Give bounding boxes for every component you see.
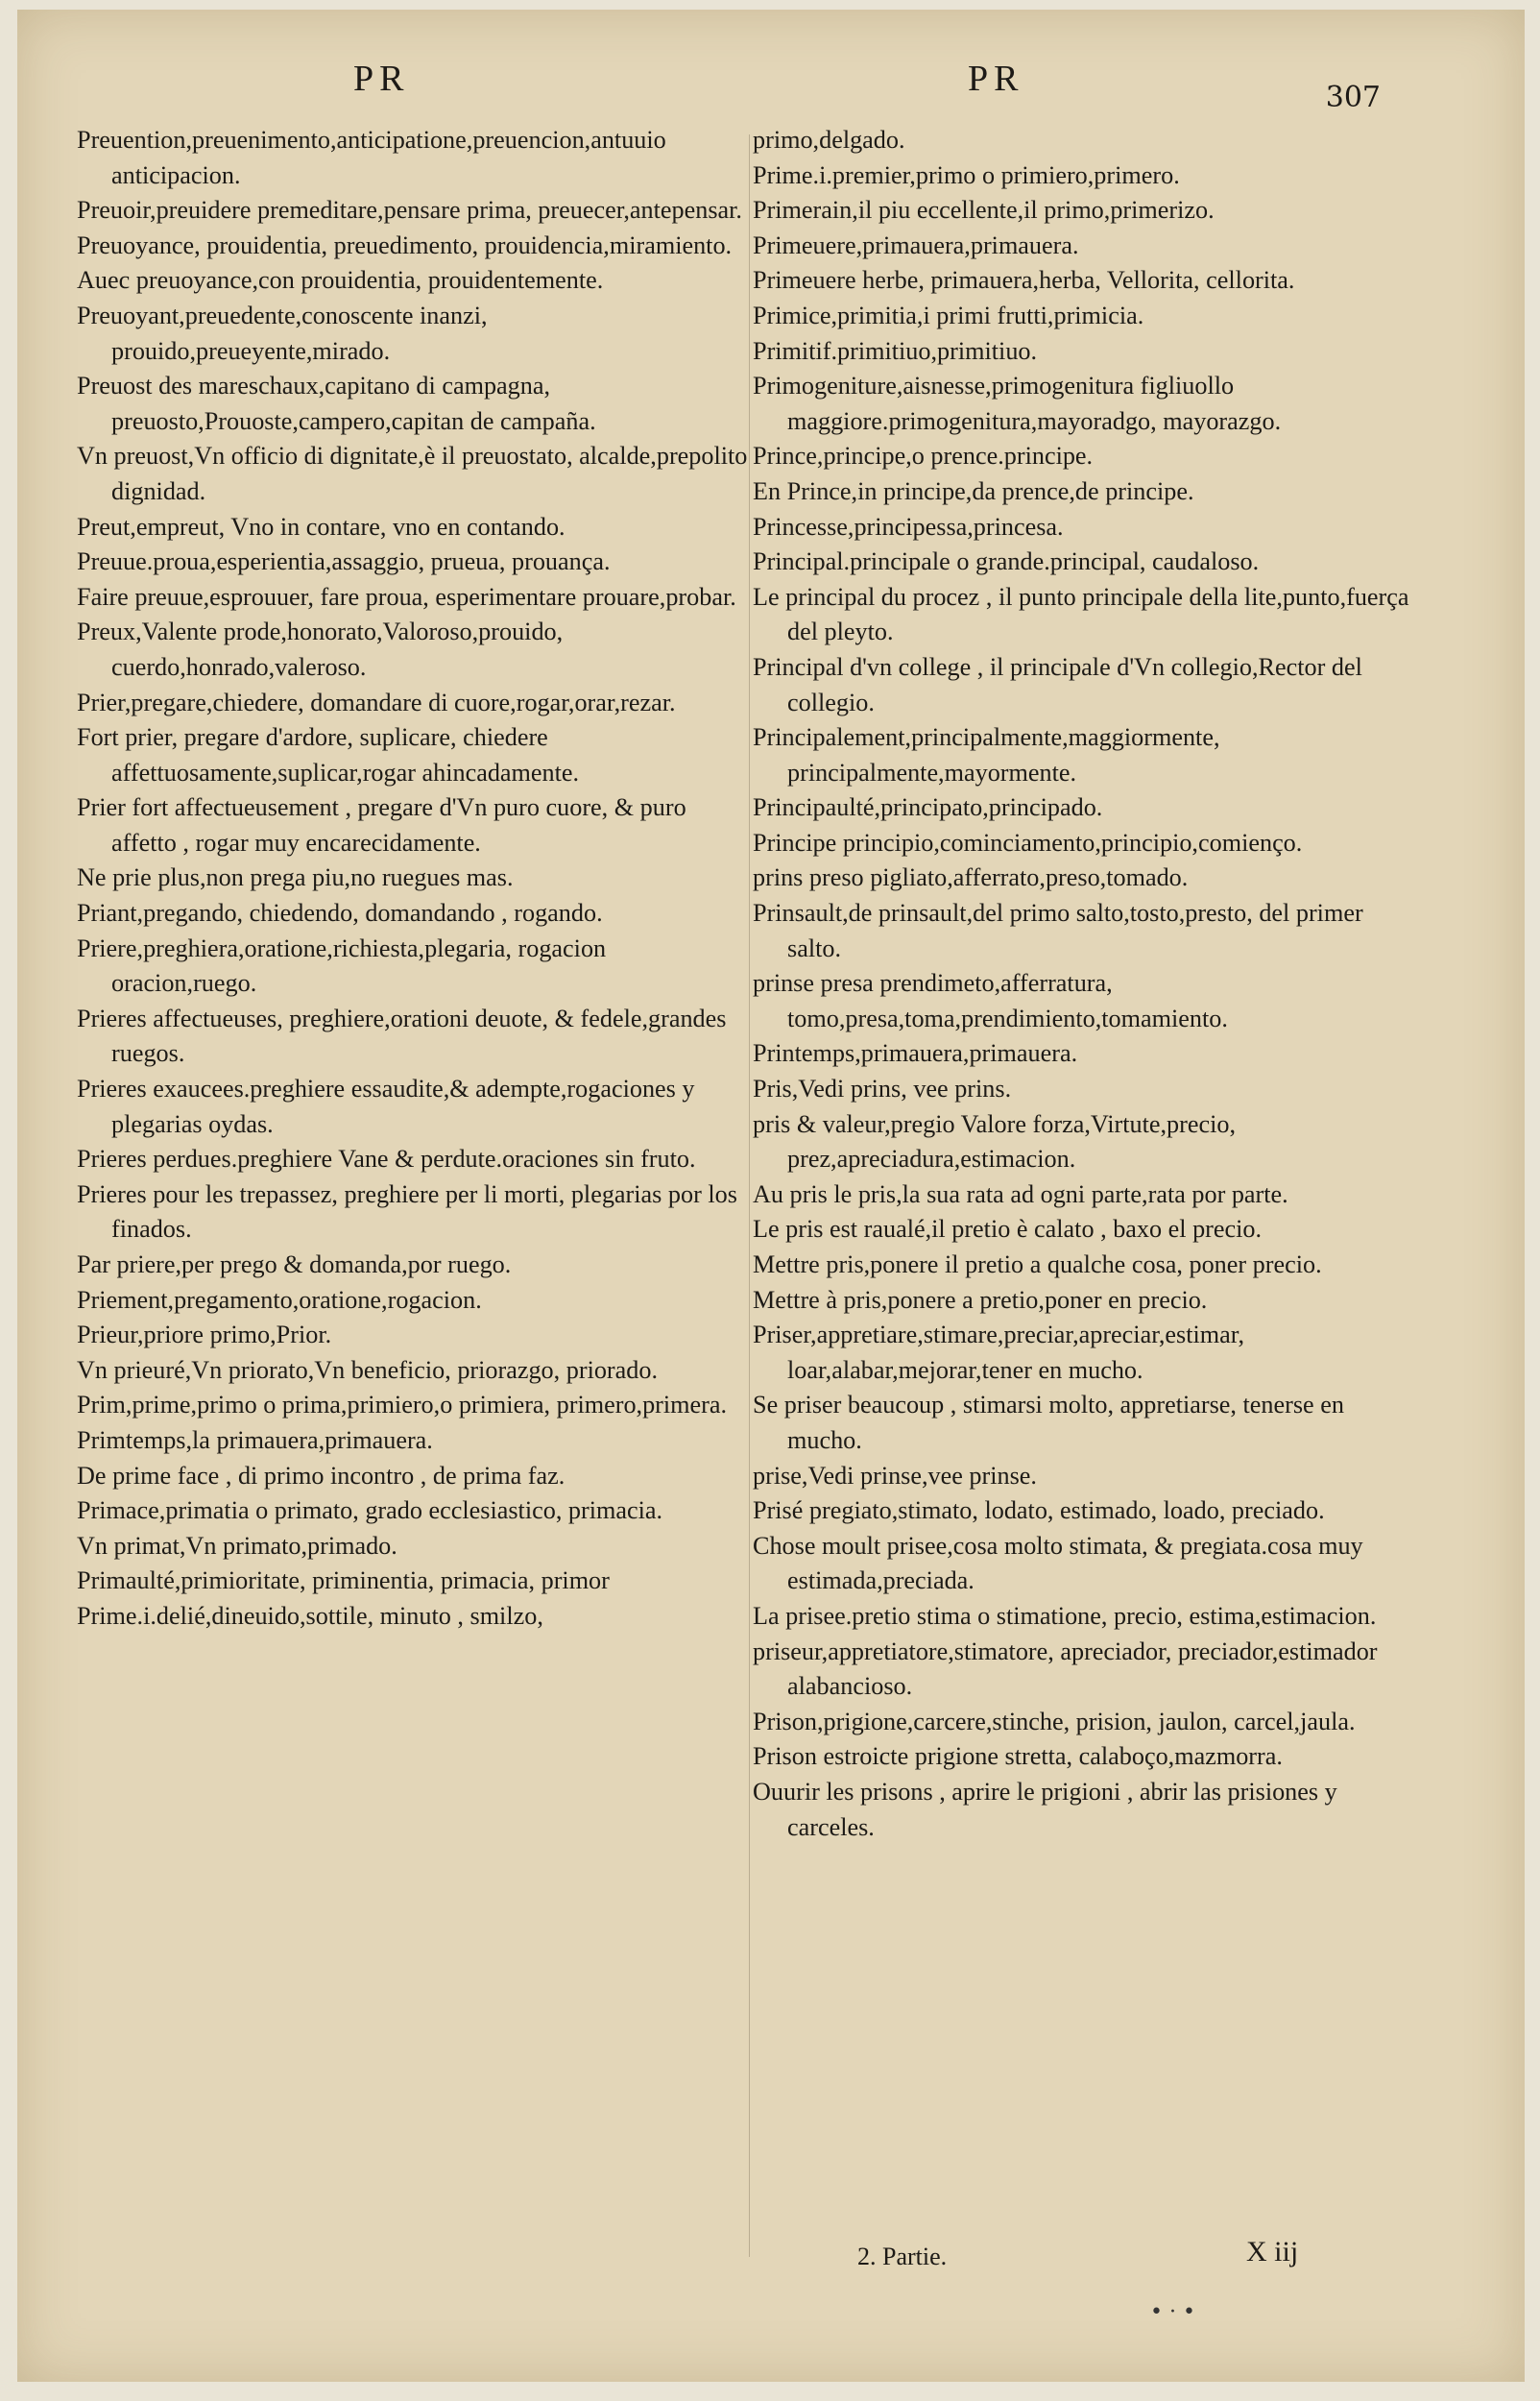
dictionary-entry: Vn preuost,Vn officio di dignitate,è il preuostato, alcalde,prepolito dignidad. [77, 442, 748, 505]
dictionary-entry: Prisé pregiato,stimato, lodato, estimado, loado, preciado. [753, 1496, 1325, 1525]
dictionary-entry: En Prince,in principe,da prence,de principe. [753, 476, 1194, 505]
running-head-right: PR [968, 59, 1024, 99]
dictionary-entry: Vn prieuré,Vn priorato,Vn beneficio, priorazgo, priorado. [77, 1355, 659, 1384]
dictionary-entry: Preuoir,preuidere premeditare,pensare prima, preuecer,antepensar. [77, 196, 742, 225]
dictionary-entry: Le principal du procez , il punto principale della lite,punto,fuerça del pleyto. [753, 582, 1409, 646]
dictionary-entry: priseur,appretiatore,stimatore, apreciador, preciador,estimador alabancioso. [753, 1637, 1378, 1701]
dictionary-entry: Preuoyant,preuedente,conoscente inanzi, prouido,preueyente,mirado. [77, 301, 488, 365]
dictionary-entry: Par priere,per prego & domanda,por ruego. [77, 1250, 512, 1278]
dictionary-entry: Principalement,principalmente,maggiormente, principalmente,mayormente. [753, 723, 1220, 787]
left-column [77, 123, 753, 1635]
dictionary-entry: Princesse,principessa,princesa. [753, 512, 1064, 541]
dictionary-entry: Primerain,il piu eccellente,il primo,primerizo. [753, 196, 1215, 225]
dictionary-entry: prise,Vedi prinse,vee prinse. [753, 1461, 1037, 1490]
dictionary-entry: Principe principio,cominciamento,principio,comienço. [753, 828, 1303, 857]
dictionary-entry: Vn primat,Vn primato,primado. [77, 1531, 397, 1560]
dictionary-entry: Mettre à pris,ponere a pretio,poner en precio. [753, 1285, 1208, 1314]
dictionary-entry: Prieres pour les trepassez, preghiere per li morti, plegarias por los finados. [77, 1179, 737, 1244]
dictionary-entry: Principaulté,principato,principado. [753, 793, 1103, 822]
dictionary-entry: Preut,empreut, Vno in contare, vno en contando. [77, 512, 565, 541]
dictionary-entry: Preuost des mareschaux,capitano di campagna, preuosto,Prouoste,campero,capitan de campaña. [77, 372, 596, 435]
printer-mark: • · • [1150, 2300, 1195, 2324]
dictionary-entry: Se priser beaucoup , stimarsi molto, appretiarse, tenerse en mucho. [753, 1391, 1344, 1454]
dictionary-entry: Prieres affectueuses, preghiere,orationi deuote, & fedele,grandes ruegos. [77, 1004, 727, 1068]
dictionary-entry: Primeuere,primauera,primauera. [753, 230, 1079, 259]
dictionary-entry: Principal.principale o grande.principal, caudaloso. [753, 547, 1260, 576]
book-page [17, 10, 1525, 2382]
dictionary-entry: Prier,pregare,chiedere, domandare di cuore,rogar,orar,rezar. [77, 688, 676, 716]
dictionary-entry: Fort prier, pregare d'ardore, suplicare, chiedere affettuosamente,suplicar,rogar ahincadamente. [77, 723, 580, 787]
dictionary-entry: Principal d'vn college , il principale d'Vn collegio,Rector del collegio. [753, 652, 1362, 716]
dictionary-entry: Prier fort affectueusement , pregare d'Vn puro cuore, & puro affetto , rogar muy encarecidamente. [77, 793, 686, 857]
dictionary-entry: Preuention,preuenimento,anticipatione,preuencion,antuuio anticipacion. [77, 126, 666, 189]
signature-left: 2. Partie. [857, 2243, 948, 2270]
dictionary-entry: De prime face , di primo incontro , de prima faz. [77, 1461, 565, 1490]
dictionary-entry: Preuue.proua,esperientia,assaggio, prueua, prouança. [77, 547, 611, 576]
dictionary-entry: Le pris est raualé,il pretio è calato , baxo el precio. [753, 1215, 1263, 1244]
dictionary-entry: Primaulté,primioritate, priminentia, primacia, primor [77, 1566, 610, 1595]
dictionary-entry: Chose moult prisee,cosa molto stimata, & pregiata.cosa muy estimada,preciada. [753, 1531, 1363, 1595]
dictionary-entry: La prisee.pretio stima o stimatione, precio, estima,estimacion. [753, 1601, 1377, 1630]
dictionary-entry: Pris,Vedi prins, vee prins. [753, 1075, 1012, 1103]
dictionary-entry: Primitif.primitiuo,primitiuo. [753, 336, 1038, 365]
dictionary-entry: Prieres exaucees.preghiere essaudite,& adempte,rogaciones y plegarias oydas. [77, 1075, 695, 1138]
dictionary-entry: Prince,principe,o prence.principe. [753, 442, 1094, 471]
dictionary-entry: Priement,pregamento,oratione,rogacion. [77, 1285, 482, 1314]
dictionary-entry: Primace,primatia o primato, grado ecclesiastico, primacia. [77, 1496, 663, 1525]
dictionary-entry: Priant,pregando, chiedendo, domandando , rogando. [77, 899, 603, 928]
dictionary-entry: prins preso pigliato,afferrato,preso,tomado. [753, 863, 1189, 892]
dictionary-entry: Prison estroicte prigione stretta, calaboço,mazmorra. [753, 1742, 1283, 1771]
right-column [749, 123, 1411, 1845]
dictionary-entry: Primeuere herbe, primauera,herba, Vellorita, cellorita. [753, 266, 1295, 295]
signature-right: X iij [1246, 2236, 1299, 2268]
dictionary-entry: Printemps,primauera,primauera. [753, 1039, 1078, 1068]
dictionary-entry: Primtemps,la primauera,primauera. [77, 1425, 433, 1454]
dictionary-entry: Au pris le pris,la sua rata ad ogni parte,rata por parte. [753, 1179, 1288, 1208]
dictionary-entry: Prime.i.premier,primo o primiero,primero. [753, 160, 1180, 189]
dictionary-entry: Priere,preghiera,oratione,richiesta,plegaria, rogacion oracion,ruego. [77, 934, 607, 998]
dictionary-entry: Ouurir les prisons , aprire le prigioni , abrir las prisiones y carceles. [753, 1777, 1337, 1841]
dictionary-entry: primo,delgado. [753, 126, 905, 154]
dictionary-entry: Preuoyance, prouidentia, preuedimento, prouidencia,miramiento. [77, 230, 733, 259]
dictionary-entry: Prieur,priore primo,Prior. [77, 1321, 332, 1349]
dictionary-entry: Prime.i.delié,dineuido,sottile, minuto , smilzo, [77, 1601, 543, 1630]
dictionary-entry: pris & valeur,pregio Valore forza,Virtute,precio, prez,apreciadura,estimacion. [753, 1109, 1236, 1174]
page-number: 307 [1325, 81, 1381, 114]
dictionary-entry: Preux,Valente prode,honorato,Valoroso,prouido, cuerdo,honrado,valeroso. [77, 618, 564, 681]
dictionary-entry: Auec preuoyance,con prouidentia, prouidentemente. [77, 266, 604, 295]
dictionary-entry: Mettre pris,ponere il pretio a qualche cosa, poner precio. [753, 1250, 1322, 1278]
dictionary-entry: Ne prie plus,non prega piu,no ruegues mas. [77, 863, 514, 892]
dictionary-entry: Prieres perdues.preghiere Vane & perdute.oraciones sin fruto. [77, 1145, 696, 1174]
dictionary-entry: Faire preuue,esprouuer, fare proua, esperimentare prouare,probar. [77, 582, 736, 611]
running-head-left: PR [353, 59, 410, 99]
dictionary-entry: Prison,prigione,carcere,stinche, prision, jaulon, carcel,jaula. [753, 1707, 1356, 1735]
dictionary-entry: prinse presa prendimeto,afferratura, tomo,presa,toma,prendimiento,tomamiento. [753, 969, 1228, 1032]
dictionary-entry: Prim,prime,primo o prima,primiero,o primiera, primero,primera. [77, 1391, 728, 1419]
dictionary-entry: Priser,appretiare,stimare,preciar,apreciar,estimar, loar,alabar,mejorar,tener en mucho. [753, 1321, 1244, 1384]
dictionary-entry: Primice,primitia,i primi frutti,primicia. [753, 301, 1144, 329]
dictionary-entry: Primogeniture,aisnesse,primogenitura figliuollo maggiore.primogenitura,mayoradgo, mayorazgo. [753, 372, 1282, 435]
dictionary-entry: Prinsault,de prinsault,del primo salto,tosto,presto, del primer salto. [753, 899, 1363, 962]
